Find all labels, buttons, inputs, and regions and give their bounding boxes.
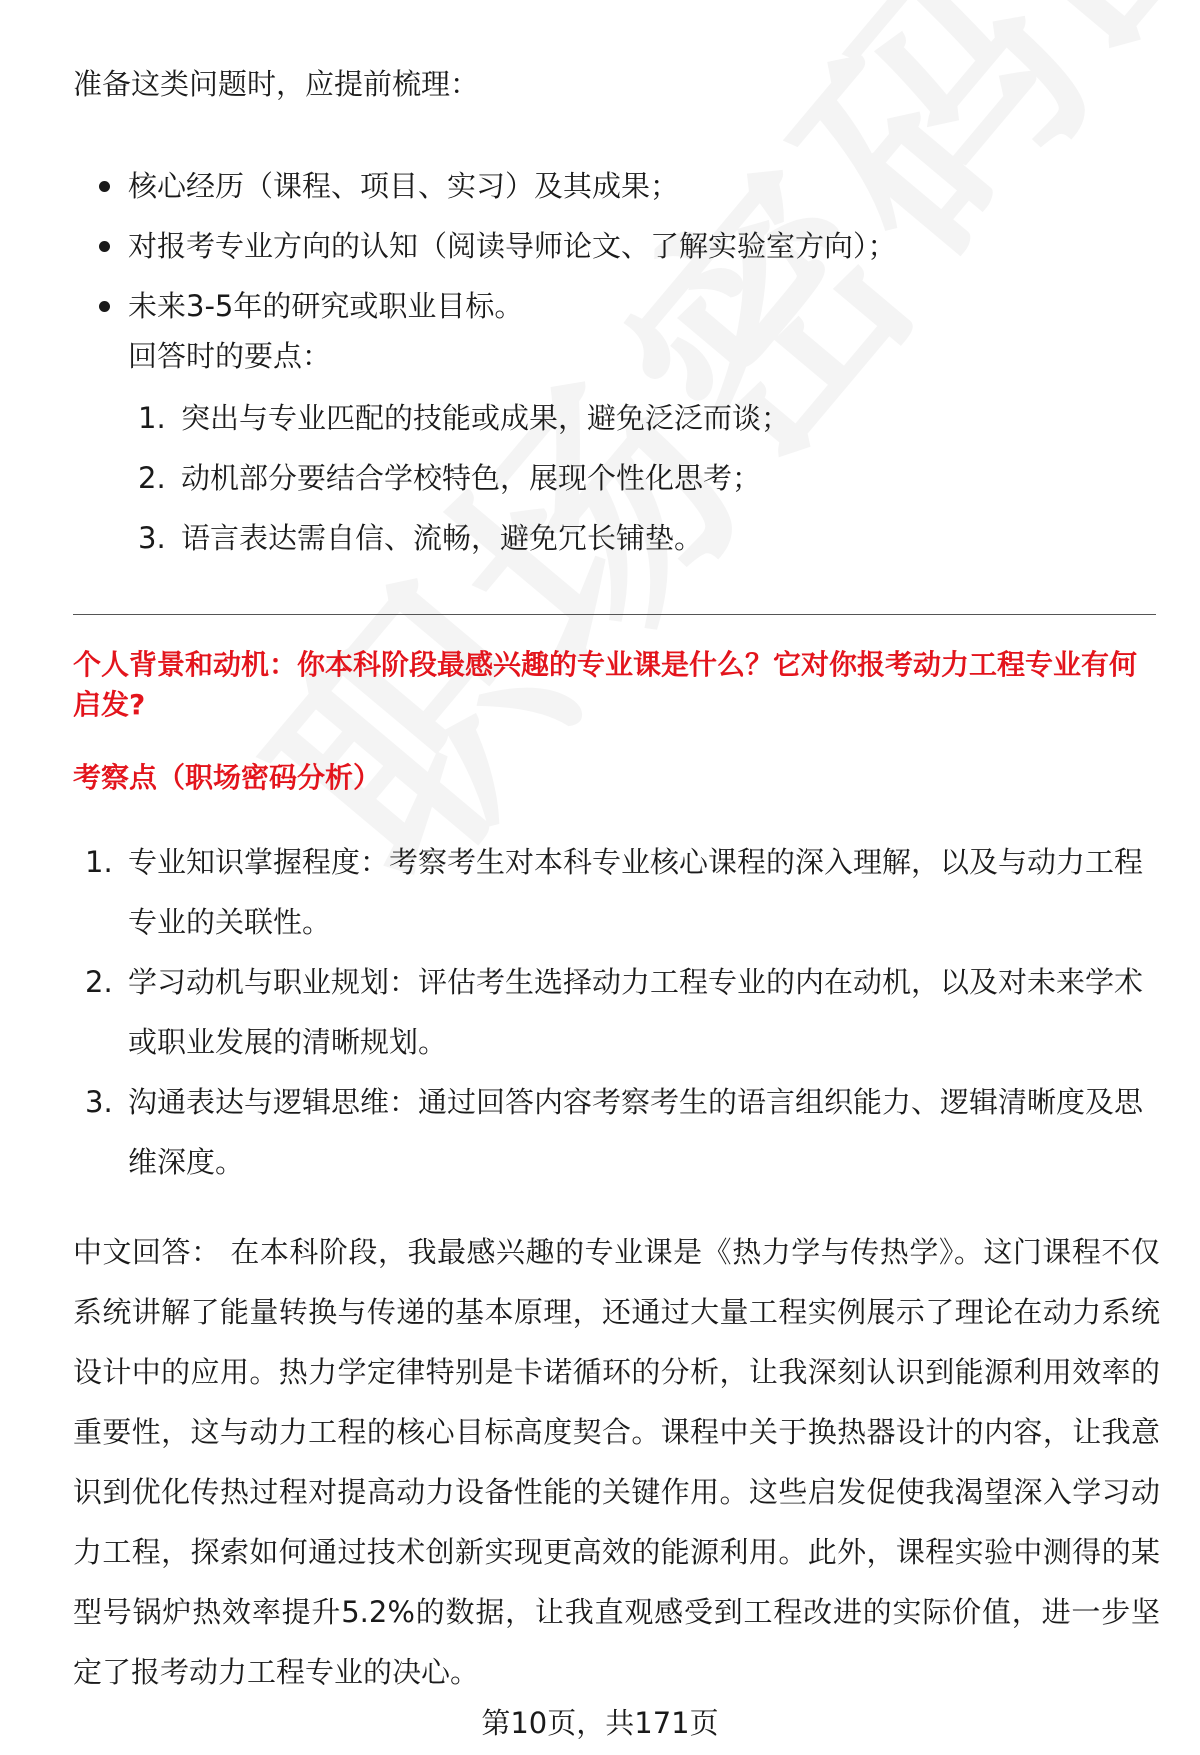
item-number: 1. xyxy=(85,845,113,879)
list-item: 1. 专业知识掌握程度：考察考生对本科专业核心课程的深入理解，以及与动力工程专业的关联性。 xyxy=(85,832,1165,952)
list-item: 3. 沟通表达与逻辑思维：通过回答内容考察考生的语言组织能力、逻辑清晰度及思维深度。 xyxy=(85,1072,1165,1192)
section-divider xyxy=(73,614,1156,615)
bullet-icon xyxy=(99,181,110,192)
list-item: 2. 动机部分要结合学校特色，展现个性化思考； xyxy=(138,448,790,508)
page-number: 第10页，共171页 xyxy=(481,1706,719,1740)
item-number: 3. xyxy=(138,521,166,555)
list-item: 未来3-5年的研究或职业目标。 xyxy=(95,276,897,336)
list-item: 2. 学习动机与职业规划：评估考生选择动力工程专业的内在动机，以及对未来学术或职业发展的清晰规划。 xyxy=(85,952,1165,1072)
bullet-icon xyxy=(99,241,110,252)
focus-heading: 考察点（职场密码分析） xyxy=(73,761,382,794)
item-number: 1. xyxy=(138,401,166,435)
list-item: 3. 语言表达需自信、流畅，避免冗长铺垫。 xyxy=(138,508,790,568)
list-item: 对报考专业方向的认知（阅读导师论文、了解实验室方向）； xyxy=(95,216,897,276)
answer-paragraph: 中文回答： 在本科阶段，我最感兴趣的专业课是《热力学与传热学》。这门课程不仅系统讲解了能量转换与传递的基本原理，还通过大量工程实例展示了理论在动力系统设计中的应用。热力学定律特别是卡诺循环的分析，让我深刻认识到能源利用效率的重要性，这与动力工程的核心目标高度契合。课程中关于换热器设计的内容，让我意识到优化传热过程对提高动力设备性能的关键作用。这些启发促使我渴望深入学习动力工程，探索如何通过技术创新实现更高效的能源利用。此外，课程实验中测得的某型号锅炉热效率提升5.2%的数据，让我直观感受到工程改进的实际价值，进一步坚定了报考动力工程专业的决心。 xyxy=(73,1235,1160,1689)
list-item: 1. 突出与专业匹配的技能或成果，避免泛泛而谈； xyxy=(138,388,790,448)
question-heading: 个人背景和动机：你本科阶段最感兴趣的专业课是什么？它对你报考动力工程专业有何启发? xyxy=(73,648,1138,721)
focus-points-list xyxy=(85,832,1165,1192)
intro-text: 准备这类问题时，应提前梳理： xyxy=(73,67,480,101)
answer-points-label: 回答时的要点： xyxy=(128,339,332,373)
list-item: 核心经历（课程、项目、实习）及其成果； xyxy=(95,156,897,216)
answer-points-list xyxy=(138,388,790,568)
bullet-icon xyxy=(99,301,110,312)
item-number: 3. xyxy=(85,1085,113,1119)
item-number: 2. xyxy=(85,965,113,999)
item-number: 2. xyxy=(138,461,166,495)
bullet-list xyxy=(95,156,897,336)
